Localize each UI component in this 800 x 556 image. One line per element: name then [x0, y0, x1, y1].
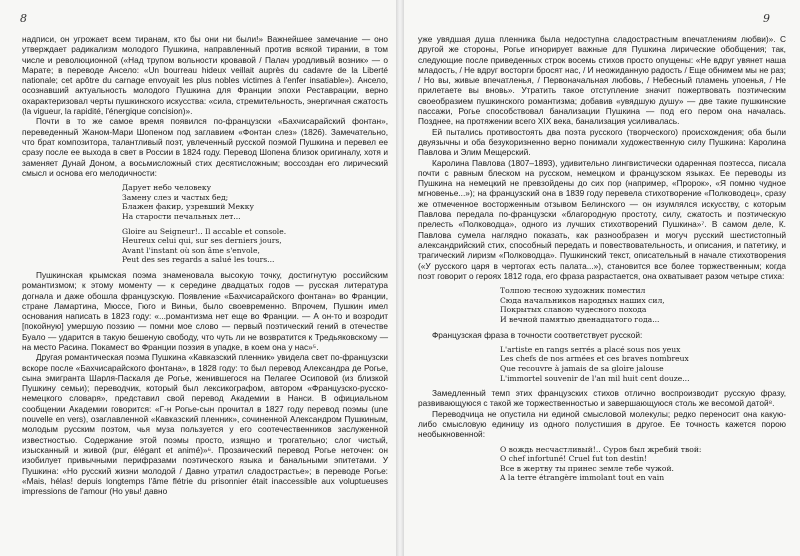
poem-line: Gloire au Seigneur!.. Il accable et console. [122, 226, 287, 236]
page-number: 9 [763, 12, 770, 25]
text-column [22, 34, 388, 496]
poem-quote [500, 445, 786, 483]
poem-line: Покрытых славою чудесного похода [500, 305, 647, 315]
paragraph: Каролина Павлова (1807–1893), удивительно лингвистически одаренная поэтесса, писала почти с равным блеском на русском, немецком и французском языках. Ее переводы из Пушкина на немецкий не превзойдены до сих пор (например, «Пророк», «Я помню чудное мгновенье...»); на французский она в 1839 году перевела стихотворение «Полководец», сразу же отмеченное восторженным отзывом Белинского — он изумлялся искусству, с которым Павлова передала по-французски «благородную простоту, силу, сжатость и поэтическую прелесть «Полководца», одного из лучших стихотворений Пушкина»⁷. В самом деле, К. Павлова сумела наглядно показать, как разнообразен и могуч русский шестистопный александрийский стих, способный передать и повествовательность, и описания, и патетику, и трагический лиризм «Полководца». Пушкинский текст, описательный в начале стихотворения («У русского царя в чертогах есть палата...»), становится все более торжественным; когда поэт говорит о героях 1812 года, его фраза разрастается, она охватывает разом четыре стиха: [418, 157, 786, 281]
poem-line: Heureux celui qui, sur ses derniers jours, [122, 236, 282, 246]
poem-quote [122, 183, 388, 265]
paragraph: Замедленный темп этих французских стихов отлично воспроизводит русскую фразу, развивающуюся с такой же торжественностью и завершающуюся столь же весомой датой⁸. [418, 388, 786, 409]
poem-line: Дарует небо человеку [122, 183, 212, 193]
poem-line: Замену слез и частых бед; [122, 192, 229, 202]
poem-line: Avant l'instant où son âme s'envole, [122, 245, 260, 255]
poem-line: Les chefs de nos armées et ces braves nombreux [500, 354, 689, 364]
poem-line: Все в жертву ты принес земле тебе чужой. [500, 463, 674, 473]
poem-line: Que recouvre à jamais de sa gloire jalouse [500, 363, 664, 373]
paragraph: надписи, он угрожает всем тиранам, кто бы они ни были!» Важнейшее замечание — оно утверждает радикализм молодого Пушкина, направленный против всякой тирании, в том числе и революционной («Над трупом вольности кровавой / Палач уродливый возник» — о Марате; в переводе Ансело: «Un bourreau hideux veillait auprès du cadavre de la Liberté nationale; cet apôtre du carnage envoyait les plus nobles victimes à l'enfer insatiable»). Ансело, осознавший актуальность молодого Пушкина для Франции эпохи Реставрации, верно охарактеризовал черты пушкинского искусства: «сила, стремительность, энергичная сжатость (la vigueur, la rapidité, l'énergique concision)». [22, 34, 388, 117]
poem-line: Сюда начальников народных наших сил, [500, 295, 665, 305]
poem-line: И вечной памятью двенадцатого года... [500, 314, 660, 324]
poem-line: На старости печальных лет... [122, 211, 241, 221]
page-number: 8 [20, 12, 27, 25]
poem-line: Толпою тесною художник поместил [500, 286, 646, 296]
paragraph: Пушкинская крымская поэма знаменовала высокую точку, достигнутую российским романтизмом; к этому моменту — к середине двадцатых годов — русская литература догнала и даже обошла французскую. Появление «Бахчисарайского фонтана» во Франции, стране Ламартина, Мюссе, Гюго и Виньи, было своевременно. Впрочем, Пушкин имел основания написать в 1823 году: «...романтизма нет еще во Франции. — А он-то и возродит [покойную] умершую поэзию — помни мое слово — первый поэтический гений в отечестве Буало — ударится в такую бешеную свободу, что чуть ли не возвратится к Тредьяковскому — на место Расина. Покамест во Франции поэзия в упадке, в коем она у нас»⁵. [22, 269, 388, 352]
poem-line: L'artiste en rangs serrés a placé sous nos yeux [500, 344, 681, 354]
left-page [0, 0, 396, 556]
poem-line: O chef infortuné! Cruel fut ton destin! [500, 454, 648, 464]
paragraph: Переводчица не опустила ни единой смысловой молекулы; редко переносит она какую-либо смысловую единицу из одного полустишия в другое. Ее точность кажется порою необыкновенной: [418, 408, 786, 440]
poem-line: О вождь несчастливый!.. Суров был жребий твой: [500, 444, 702, 454]
paragraph: уже увядшая душа пленника была недоступна сладострастным впечатлениям любви)». С другой же стороны, Рогье игнорирует важные для Пушкина лирические обобщения; так, следующие после приведенных строк восемь стихов просто опущены: «Не вдруг увянет наша младость, / Не вдруг восторги бросят нас, / И неожиданную радость / Еще обнимем мы не раз; / Но вы, живые впечатленья, / Первоначальная любовь, / Небесный пламень упоенья, / Не прилетаете вы вновь». Утратить такое отступление значит пожертвовать поэтическим своеобразием пушкинского романтизма; добавив «увядшую душу» — две такие пушкинские пассажи, Рогье способствовал банализации Пушкина — под его пером она началась. Позднее, на протяжении всего XIX века, банализация усиливалась. [418, 34, 786, 127]
paragraph: Ей пытались противостоять два поэта русского (творческого) происхождения; оба были двуязычны и оба безукоризненно верно понимали художественную силу Пушкина: Каролина Павлова и Элим Мещерский. [418, 126, 786, 158]
paragraph: Другая романтическая поэма Пушкина «Кавказский пленник» увидела свет по-французски вскоре после «Бахчисарайского фонтана», в 1828 году: то был перевод Александра де Рогье, сына эмигранта Шарля-Паскаля де Рогье, женившегося на Пелагее Осиповой (из близкой Пушкину семьи); переводчик, который был лексикографом, автором «Французско-русско-немецкого словаря», представил свой перевод Академии в Нанси. В официальном сообщении Академии говорится: «Г-н Рогье-сын прочитал в 1827 году перевод поэмы (une nouvelle en vers), озаглавленной «Кавказский пленник», сочиненной Александром Пушкиным, молодым русским поэтом, чья муза пользуется у его соотечественников заслуженной известностью. Содержание этой поэмы просто, изящно и трогательно; слог чистый, изысканный и живой (pur, élégant et animé)»⁶. Прозаический перевод Рогье неточен: он изобилует привычными перифразами поэтического языка и банальными эпитетами. У Пушкина: «Но русский жизни молодой / Давно утратил сладострастье»; в переводе Рогье: «Mais, hélas! depuis longtemps l'âme flétrie du prisonnier était inaccessible aux voluptueuses impressions de l'amour (Но увы! давно [22, 352, 388, 497]
right-page [404, 0, 800, 556]
poem-quote [500, 286, 786, 324]
paragraph: Почти в то же самое время появился по-французски «Бахчисарайский фонтан», переведенный Жаном-Мари Шопеном под заглавием «Фонтан слез» (1826). Замечательно, что брат композитора, талантливый поэт, увлеченный русской поэмой Пушкина и перевел ее сразу после ее выхода в свет в России в 1824 году. Перевод Шопена близок оригиналу, хотя и заменяет Дунай Доном, а восьмисложный стих десятисложным; воссоздан его лирический смысл и основа его мелодичности: [22, 116, 388, 178]
poem-line: A la terre étrangère immolant tout en vain [500, 473, 665, 483]
book-gutter [396, 0, 404, 556]
poem-line: L'immortel souvenir de l'an mil huit cent douze... [500, 373, 690, 383]
poem-line: Peut des ses regards a salué les tours... [122, 255, 275, 265]
text-column [418, 34, 786, 488]
poem-line: Блажен факир, узревший Мекку [122, 202, 254, 212]
paragraph: Французская фраза в точности соответствует русской: [432, 329, 643, 340]
poem-quote [500, 345, 786, 383]
